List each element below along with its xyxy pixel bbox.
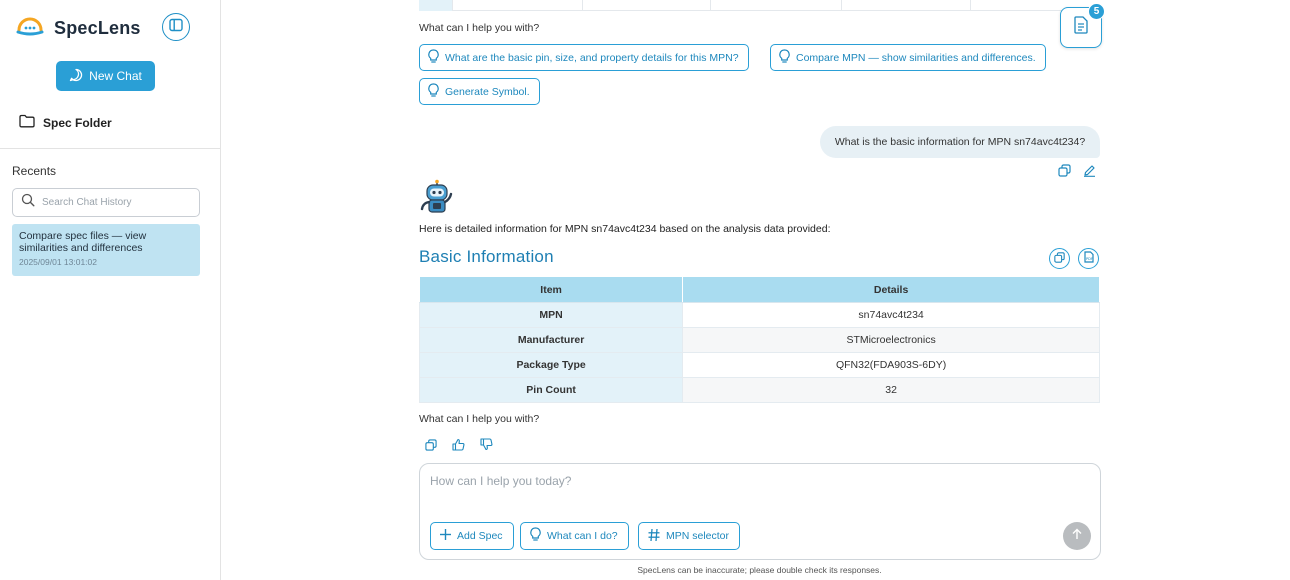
sidebar: [0, 0, 221, 580]
table-header-row: [420, 277, 1100, 303]
thumbs-down-button[interactable]: [479, 439, 494, 454]
what-can-i-do-label: What can I do?: [547, 530, 618, 542]
app-logo[interactable]: [16, 14, 141, 43]
column-header-details: Details: [683, 277, 1100, 303]
suggestion-label: Compare MPN — show similarities and differences.: [796, 51, 1036, 64]
lightbulb-icon: [778, 49, 791, 67]
table-cell-value: QFN32(FDA903S-6DY): [683, 353, 1100, 378]
suggestion-chip-generate-symbol[interactable]: [419, 78, 540, 105]
message-input[interactable]: [430, 474, 1070, 504]
pdf-file-icon: [1084, 250, 1094, 268]
assistant-avatar: [419, 179, 455, 215]
copy-icon: [1058, 164, 1071, 182]
suggestion-label: What are the basic pin, size, and property details for this MPN?: [445, 51, 739, 64]
lightbulb-icon: [427, 49, 440, 67]
section-title-basic-information: Basic Information: [419, 247, 554, 266]
table-cell-value: 32: [683, 378, 1100, 403]
basic-information-table: [419, 276, 1100, 403]
new-chat-button[interactable]: [56, 61, 155, 91]
suggestion-chip-basic-details[interactable]: [419, 44, 749, 71]
spec-folder-label: Spec Folder: [43, 115, 112, 130]
svg-text:PDF: PDF: [1085, 256, 1093, 261]
table-row: [420, 353, 1100, 378]
table-row: [420, 328, 1100, 353]
sidebar-toggle-button[interactable]: [162, 13, 190, 41]
document-icon: [1073, 16, 1089, 39]
table-cell-item: Package Type: [420, 353, 683, 378]
help-prompt: What can I help you with?: [419, 22, 540, 34]
recent-chat-item[interactable]: [12, 224, 200, 276]
plus-icon: [439, 528, 452, 544]
add-spec-button[interactable]: [430, 522, 514, 550]
thumbs-up-button[interactable]: [451, 439, 466, 454]
edit-pencil-icon: [1083, 164, 1096, 182]
copy-answer-button[interactable]: [423, 439, 438, 454]
lightbulb-icon: [529, 527, 542, 545]
message-composer: [419, 463, 1101, 560]
spec-folder-link[interactable]: [19, 114, 112, 131]
table-cell-item: Manufacturer: [420, 328, 683, 353]
mpn-selector-label: MPN selector: [666, 530, 730, 542]
hash-icon: [647, 528, 661, 545]
sidebar-divider: [0, 148, 221, 149]
what-can-i-do-button[interactable]: [520, 522, 629, 550]
thumbs-down-icon: [480, 438, 493, 456]
copy-icon: [425, 438, 437, 456]
table-cell-value: STMicroelectronics: [683, 328, 1100, 353]
app-name: SpecLens: [54, 18, 141, 38]
copy-table-button[interactable]: [1049, 248, 1070, 269]
edit-message-button[interactable]: [1081, 165, 1097, 181]
sidebar-panel-icon: [169, 18, 183, 37]
folder-icon: [19, 114, 35, 131]
robot-icon: [419, 202, 455, 219]
send-button[interactable]: [1063, 522, 1091, 550]
lightbulb-icon: [427, 83, 440, 101]
disclaimer-text: SpecLens can be inaccurate; please double check its responses.: [637, 565, 882, 575]
recent-chat-timestamp: 2025/09/01 13:01:02: [19, 257, 97, 267]
assistant-answer-intro: Here is detailed information for MPN sn74avc4t234 based on the analysis data provided:: [419, 223, 831, 235]
search-input[interactable]: [42, 197, 192, 208]
table-cell-item: MPN: [420, 303, 683, 328]
user-message-text: What is the basic information for MPN sn74avc4t234?: [834, 136, 1086, 148]
speclens-logo-icon: [16, 14, 44, 43]
copy-message-button[interactable]: [1056, 165, 1072, 181]
column-header-item: Item: [420, 277, 683, 303]
search-icon: [21, 193, 35, 212]
chat-history-search[interactable]: [12, 188, 200, 217]
footer-help-prompt: What can I help you with?: [419, 413, 540, 425]
mpn-selector-button[interactable]: [638, 522, 740, 550]
previous-table-bottom-edge: [419, 0, 1100, 11]
chat-bubble-icon: [69, 68, 83, 85]
add-spec-label: Add Spec: [457, 530, 503, 542]
document-count-badge: 5: [1088, 3, 1105, 20]
copy-icon: [1054, 250, 1065, 268]
user-message-bubble: [820, 126, 1100, 158]
export-pdf-button[interactable]: [1078, 248, 1099, 269]
table-cell-item: Pin Count: [420, 378, 683, 403]
table-row: [420, 378, 1100, 403]
arrow-up-icon: [1071, 527, 1083, 545]
suggestion-label: Generate Symbol.: [445, 85, 530, 98]
recent-chat-title: Compare spec files — view similarities and differences: [19, 230, 147, 254]
recents-heading: Recents: [12, 164, 57, 178]
thumbs-up-icon: [452, 438, 465, 456]
table-row: [420, 303, 1100, 328]
new-chat-label: New Chat: [89, 69, 142, 83]
suggestion-chip-compare-mpn[interactable]: [770, 44, 1046, 71]
table-cell-value: sn74avc4t234: [683, 303, 1100, 328]
